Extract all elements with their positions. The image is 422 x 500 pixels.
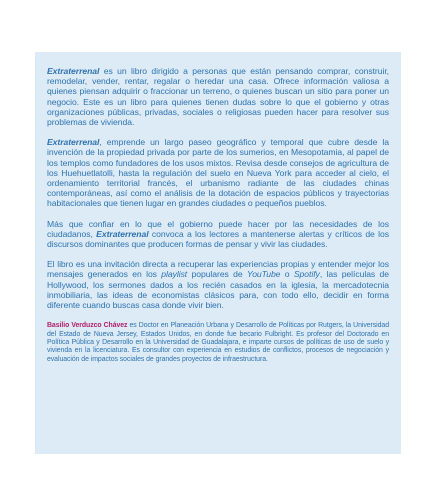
invitation-text-3: o (280, 269, 294, 280)
call-text-before: Más que confiar en lo que el gobierno puede hacer por las necesidades de los ciudadanos, (47, 218, 389, 239)
call-paragraph (47, 219, 389, 250)
intro-paragraph (47, 66, 389, 127)
youtube-term: YouTube (247, 269, 281, 280)
invitation-text-2: populares de (187, 269, 247, 280)
intro-text: es un libro dirigido a personas que están pensando comprar, construir, remodelar, vender, rentar, regalar o heredar una casa. Ofrece información valiosa a quienes piensan adquirir o fraccionar un terreno, o quienes buscan un sitio para poner un negocio. Este es un libro para quienes tienen dudas sobre lo que el gobierno y otras organizaciones públicas, privadas, sociales o religiosas pueden hacer para resolver sus problemas de vivienda. (47, 66, 389, 128)
invitation-text-1: El libro es una invitación directa a recuperar las experiencias propias y entender mejor los mensajes generados en los (47, 259, 389, 280)
author-bio (47, 322, 389, 364)
scope-text: , emprende un largo paseo geográfico y temporal que cubre desde la invención de la propiedad privada por parte de los sumerios, en Mesopotamia, al papel de los templos como fundadores de los usos mixtos. Revisa desde consejos de agricultura de los Huehuetlatolli, hasta la regulación del suelo en Nueva York para acceder al cielo, el ordenamiento territorial francés, el urbanismo radiante de las ciudades chinas contemporáneas, así como el análisis de la dotación de espacios públicos y trayectorias habitacionales que tienen lugar en grandes ciudades o pequeños pueblos. (47, 137, 389, 209)
call-text-after: convoca a los lectores a mantenerse alertas y críticos de los discursos dominantes que producen formas de pensar y vivir las ciudades. (47, 228, 389, 250)
author-bio-text: es Doctor en Planeación Urbana y Desarrollo de Políticas por Rutgers, la Universidad del Estado de Nueva Jersey, Estados Unidos, en donde fue becario Fulbright. Es profesor del Doctorado en Política Pública y Desarrollo en la Universidad de Guadalajara, e imparte cursos de políticas de uso de suelo y vivienda en la licenciatura. Es consultor con experiencia en estudios de conflictos, procesos de negociación y evaluación de impactos sociales de grandes proyectos de infraestructura. (47, 322, 389, 363)
book-title: Extraterrenal (47, 66, 100, 76)
playlist-term: playlist (161, 269, 188, 280)
scope-paragraph (47, 137, 389, 208)
invitation-paragraph (47, 259, 389, 310)
back-cover-text-panel (35, 52, 401, 454)
book-title: Extraterrenal (47, 137, 100, 148)
author-name: Basilio Verduzco Chávez (47, 322, 128, 330)
book-title: Extraterrenal (96, 228, 149, 239)
spotify-term: Spotify (293, 269, 320, 280)
invitation-text-4: , las películas de Hollywood, los sermones dados a los recién casados en la iglesia, la mercadotecnia inmobiliaria, las ideas de economistas clásicos para, con todo ello, decidir en forma diferente cuando buscas casa donde vivir bien. (47, 269, 389, 311)
